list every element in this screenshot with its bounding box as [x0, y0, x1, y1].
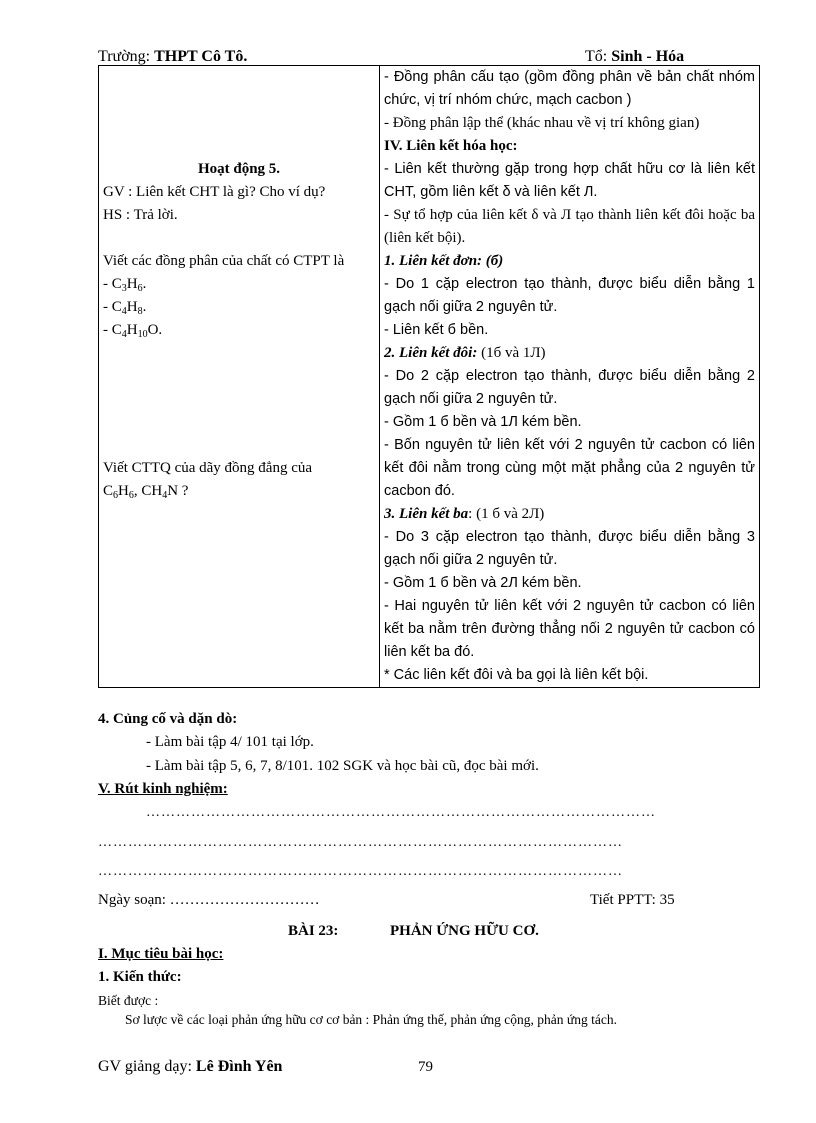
formula-c3h6: - $C_3H_6$. — [103, 276, 147, 294]
double-bond-composition: - Gồm 1 б bền và 1Л kém bền. — [384, 414, 582, 430]
content-column — [380, 66, 760, 688]
bond-intro: - Liên kết thường gặp trong hợp chất hữu cơ là liên kết CHT, gồm liên kết δ và liên kết Л. — [384, 161, 755, 200]
lesson-table — [98, 65, 760, 688]
single-bond-title: 1. Liên kết đơn: (б) — [384, 253, 504, 269]
cttq-formulas: $C_6H_6$, $CH_4N$ ? — [103, 483, 189, 501]
isomer-structure: - Đồng phân cấu tạo (gồm đồng phân về bản chất nhóm chức, vị trí nhóm chức, mạch cacbon ) — [384, 69, 755, 108]
lesson-number: BÀI 23: — [288, 923, 339, 939]
cttq-prompt: Viết CTTQ của dãy đồng đẳng của — [103, 460, 313, 476]
consolidation-item-2: - Làm bài tập 5, 6, 7, 8/101. 102 SGK và học bài cũ, đọc bài mới. — [146, 758, 539, 774]
know-label: Biết được : — [98, 993, 159, 1008]
experience-dots-1: ………………………………………………………………………………………… — [146, 805, 656, 820]
bond-combination: - Sự tổ hợp của liên kết δ và Л tạo thành liên kết đôi hoặc ba (liên kết bội). — [384, 207, 755, 246]
lesson-title: PHẢN ỨNG HỮU CƠ. — [390, 923, 539, 939]
consolidation-item-1: - Làm bài tập 4/ 101 tại lớp. — [146, 734, 314, 750]
consolidation-title: 4. Củng cố và dặn dò: — [98, 711, 238, 727]
date-dots: ………………………… — [169, 892, 320, 908]
know-text: Sơ lược về các loại phản ứng hữu cơ cơ bản : Phản ứng thế, phản ứng cộng, phản ứng tách. — [125, 1012, 617, 1027]
gv-question: GV : Liên kết CHT là gì? Cho ví dụ? — [103, 184, 326, 200]
table-row — [99, 66, 760, 688]
single-bond-desc: - Do 1 cặp electron tạo thành, được biểu diễn bằng 1 gạch nối giữa 2 nguyên tử. — [384, 276, 755, 315]
date-label: Ngày soạn: — [98, 892, 166, 908]
header-dept — [585, 48, 684, 66]
section-chemical-bond: IV. Liên kết hóa học: — [384, 138, 518, 154]
header-school — [98, 48, 247, 66]
period-label: Tiết PPTT: — [590, 892, 656, 908]
isomer-stereo: - Đồng phân lập thể (khác nhau về vị trí không gian) — [384, 115, 700, 131]
double-bond-planar: - Bốn nguyên tử liên kết với 2 nguyên tử cacbon có liên kết đôi nằm trong cùng một mặt phẳng của 2 nguyên tử cacbon đó. — [384, 437, 755, 499]
dept-name: Sinh - Hóa — [611, 48, 685, 65]
objectives-title: I. Mục tiêu bài học: — [98, 946, 224, 962]
triple-bond-desc: - Do 3 cặp electron tạo thành, được biểu diễn bằng 3 gạch nối giữa 2 nguyên tử. — [384, 529, 755, 568]
teacher-name: Lê Đình Yên — [195, 1058, 283, 1075]
preparation-date — [98, 892, 320, 909]
formula-c4h8: - $C_4H_8$. — [103, 299, 147, 317]
formula-c4h10o: - $C_4H_{10}O$. — [103, 322, 163, 340]
experience-dots-3: …………………………………………………………………………………………… — [98, 864, 623, 879]
double-bond-desc: - Do 2 cặp electron tạo thành, được biểu diễn bằng 2 gạch nối giữa 2 nguyên tử. — [384, 368, 755, 407]
experience-dots-2: …………………………………………………………………………………………… — [98, 835, 623, 850]
period-value: 35 — [659, 892, 675, 908]
experience-title: V. Rút kinh nghiệm: — [98, 781, 228, 797]
teacher-activity-column — [99, 66, 380, 688]
triple-bond-composition: - Gồm 1 б bền và 2Л kém bền. — [384, 575, 582, 591]
school-name: THPT Cô Tô. — [154, 48, 248, 65]
footer-teacher — [98, 1058, 282, 1076]
triple-bond-linear: - Hai nguyên tử liên kết với 2 nguyên tử cacbon có liên kết ba nằm trên đường thẳng nối 2 nguyên tử cacbon có liên kết ba đó. — [384, 598, 755, 660]
school-label: Trường: — [98, 48, 151, 65]
teacher-label: GV giảng dạy: — [98, 1058, 192, 1075]
double-bond-title: 2. Liên kết đôi: (1б và 1Л) — [384, 345, 546, 361]
multiple-bond-note: * Các liên kết đôi và ba gọi là liên kết bội. — [384, 667, 649, 683]
activity-title: Hoạt động 5. — [197, 161, 281, 177]
isomer-prompt: Viết các đồng phân của chất có CTPT là — [103, 253, 345, 269]
knowledge-title: 1. Kiến thức: — [98, 969, 182, 985]
period-info — [590, 892, 675, 909]
triple-bond-title: 3. Liên kết ba: (1 б và 2Л) — [384, 506, 545, 522]
dept-label: Tổ: — [585, 48, 608, 65]
page-number: 79 — [418, 1059, 433, 1075]
hs-answer: HS : Trả lời. — [103, 207, 178, 223]
single-bond-strength: - Liên kết б bền. — [384, 322, 489, 338]
